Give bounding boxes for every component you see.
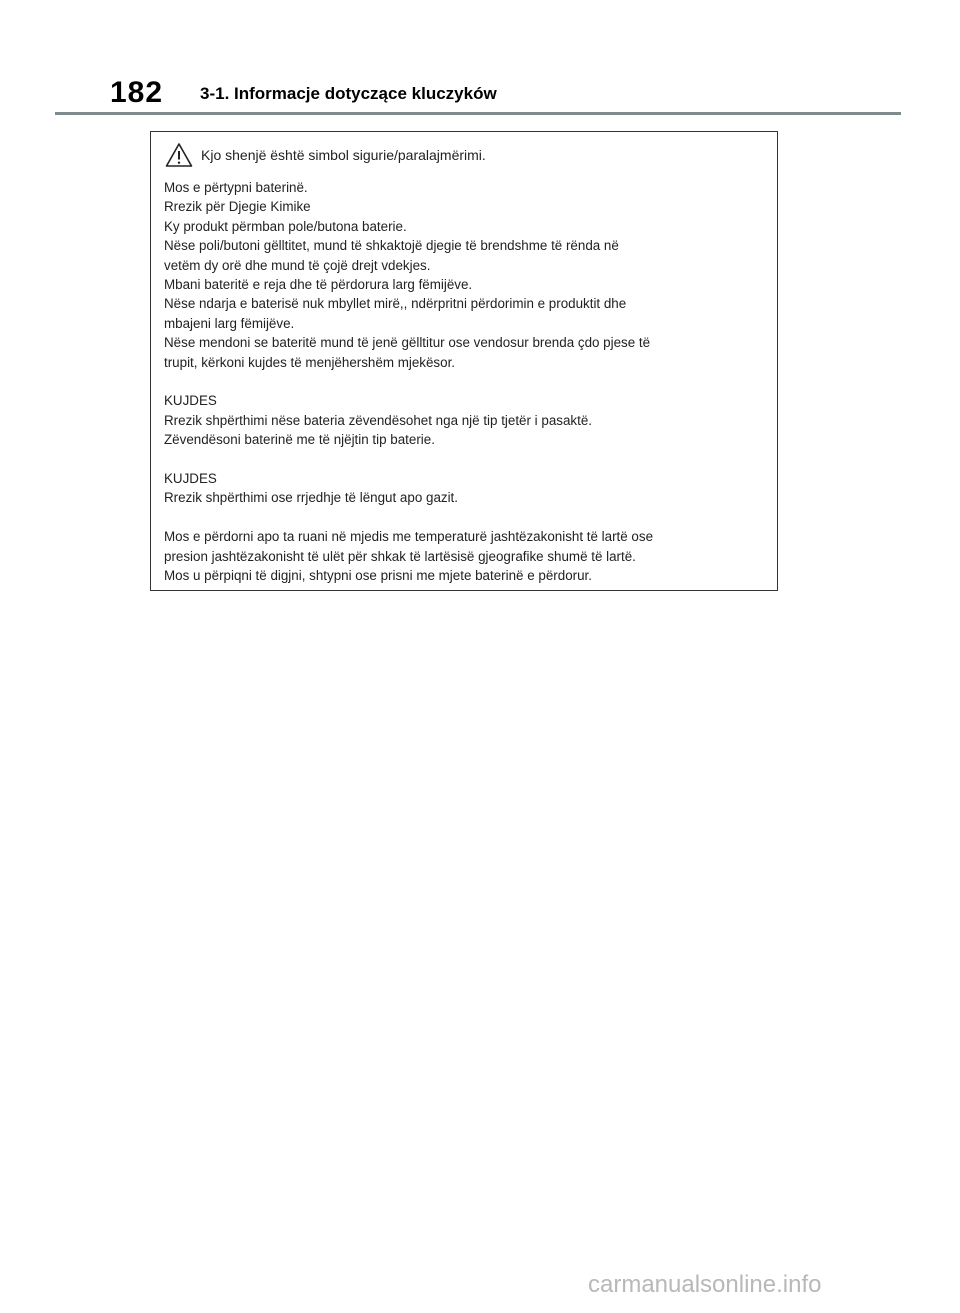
text-line: Nëse mendoni se bateritë mund të jenë gëlltitur ose vendosur brenda çdo pjese të (164, 335, 651, 351)
safety-symbol-text: Kjo shenjë është simbol sigurie/paralajmërimi. (201, 147, 486, 163)
text-line: vetëm dy orë dhe mund të çojë drejt vdekjes. (164, 257, 431, 273)
text-line: Ky produkt përmban pole/butona baterie. (164, 218, 407, 234)
site-watermark: carmanualsonline.info (588, 1271, 822, 1298)
text-line: trupit, kërkoni kujdes të menjëhershëm mjekësor. (164, 354, 456, 370)
paragraph-caution-leakage (164, 469, 764, 508)
text-line: Nëse ndarja e baterisë nuk mbyllet mirë,, ndërpritni përdorimin e produktit dhe (164, 296, 627, 312)
header-rule (55, 112, 901, 115)
text-line: Zëvendësoni baterinë me të njëjtin tip baterie. (164, 432, 435, 448)
text-line: Rrezik për Djegie Kimike (164, 199, 311, 215)
text-line: Mos e përdorni apo ta ruani në mjedis me temperaturë jashtëzakonisht të lartë ose (164, 529, 654, 545)
caution-heading: KUJDES (164, 393, 217, 409)
text-line: mbajeni larg fëmijëve. (164, 315, 295, 331)
caution-heading: KUJDES (164, 471, 217, 487)
section-title: 3-1. Informacje dotyczące kluczyków (200, 84, 497, 103)
paragraph-environment-warning (164, 527, 764, 585)
warning-triangle-icon (165, 142, 193, 168)
safety-symbol-line (165, 140, 486, 170)
text-line: presion jashtëzakonisht të ulët për shkak të lartësisë gjeografike shumë të lartë. (164, 548, 636, 564)
warning-body (164, 178, 764, 585)
text-line: Nëse poli/butoni gëlltitet, mund të shkaktojë djegie të brendshme të rënda në (164, 238, 619, 254)
text-line: Rrezik shpërthimi nëse bateria zëvendësohet nga një tip tjetër i pasaktë. (164, 412, 592, 428)
text-line: Mos e përtypni baterinë. (164, 180, 308, 195)
paragraph-caution-replacement (164, 391, 764, 449)
battery-warning-box (150, 131, 778, 591)
text-line: Mbani bateritë e reja dhe të përdorura larg fëmijëve. (164, 277, 473, 293)
text-line: Mos u përpiqni të digjni, shtypni ose prisni me mjete baterinë e përdorur. (164, 568, 592, 584)
paragraph-ingestion-warning (164, 178, 764, 372)
page-number: 182 (110, 76, 164, 109)
text-line: Rrezik shpërthimi ose rrjedhje të lëngut apo gazit. (164, 490, 458, 506)
page-header (0, 0, 960, 120)
